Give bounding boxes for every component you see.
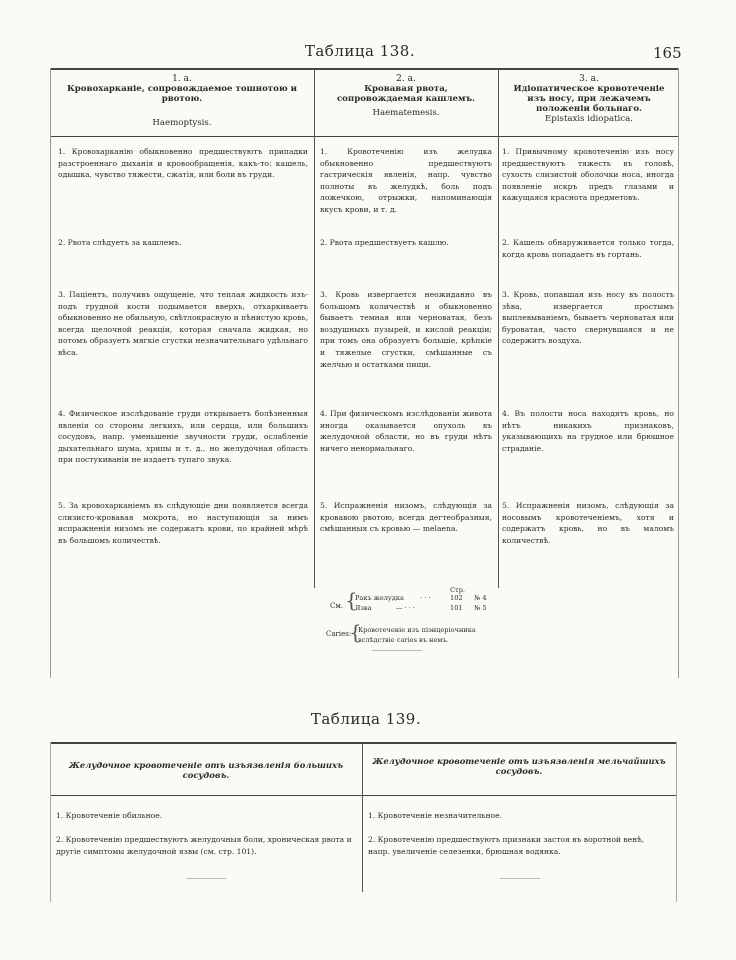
see-also-item-2-dots: — · · · [395, 604, 415, 612]
see-also-item-2 [355, 604, 415, 612]
t139-rule-2 [500, 878, 540, 879]
see-also-page-header: Стр. [450, 586, 466, 594]
caries-line-2: вслѣдствіе caries въ немъ. [358, 636, 449, 644]
table-139-header-rule [50, 795, 676, 796]
col-header-2-num: 2. a. [396, 74, 416, 84]
t138-r5-c3: 5. Испражненія низомъ, слѣдующія за носовымъ кровотеченіемъ, хотя и содержатъ кровь, но въ маломъ количествѣ. [502, 501, 674, 545]
t139-col-header-2: Желудочное кровотеченіе отъ изъязвленія мельчайшихъ сосудовъ. [372, 756, 666, 776]
col-header-2-latin: Haematemesis. [372, 108, 440, 118]
t139-rule-1 [186, 878, 226, 879]
col-header-3-latin: Epistaxis idiopatica. [545, 114, 633, 124]
col-header-2 [320, 74, 492, 118]
t138-r4-c1: 4. Физическое изслѣдованіе груди открываетъ болѣзненныя явленія со стороны легкихъ, или сердца, или большихъ сосудовъ, напр. уменьшеніе звучности груди, ослабленіе дыхательнаго шума, хрипы и т. д., но желудочная область при постукиваніи не издаетъ тупаго звука. [58, 409, 308, 465]
table-138-header-rule [50, 136, 678, 137]
t139-r2-c2: 2. Кровотеченію предшествуютъ признаки застоя въ воротной венѣ, напр. увеличеніе селезенки, брюшная водянка. [368, 835, 645, 857]
table-138-right-border [678, 68, 679, 678]
t138-r2-c3: 2. Кашель обнаруживается только тогда, когда кровь попадаетъ въ гортань. [502, 238, 674, 259]
see-also-item-1 [355, 594, 431, 602]
see-also-item-2-page: 101 [450, 604, 463, 612]
t138-r4-c2: 4. При физическомъ изслѣдованіи живота иногда оказывается опухоль въ желудочной области, но въ груди нѣтъ ничего ненормальнаго. [320, 409, 492, 453]
t138-r1-c1: 1. Кровохарканію обыкновенно предшествуютъ припадки разстроеннаго дыханія и кровообращенія, какъ-то: кашель, одышка, чувство тяжести, сжатія, или боли въ груди. [58, 147, 308, 180]
see-also-item-1-num: № 4 [474, 594, 487, 602]
caries-label: Caries: [326, 630, 352, 638]
t138-r5-c1: 5. За кровохарканіемъ въ слѣдующіе дни появляется всегда слизисто-кровавая мокрота, но наступающія за нимъ испражненія низомъ не содержатъ крови, по крайней мѣрѣ въ большомъ количествѣ. [58, 501, 308, 545]
table-138-top-rule [50, 68, 678, 70]
table-139-title: Таблица 139. [310, 710, 422, 728]
table-139-left-border [50, 742, 51, 902]
t139-r2-c1: 2. Кровотеченію предшествуютъ желудочныя боли, хроническая рвота и другіе симптомы желудочной язвы (см. стр. 101). [56, 835, 352, 857]
col-header-2-title: Кровавая рвота, сопровождаемая кашлемъ. [336, 84, 476, 104]
table-138-divider-2 [498, 68, 499, 588]
caries-line-1: Кровотеченіе изъ піэнцеріочника [358, 626, 476, 634]
table-139-top-rule [50, 742, 676, 744]
table-138-left-border [50, 68, 51, 678]
table-139-divider [362, 742, 363, 892]
t138-r1-c3: 1. Привычному кровотеченію изъ носу предшествуютъ тяжесть въ головѣ, сухость слизистой оболочки носа, иногда появленіе искръ предъ глазами и кажущаяся краснота предметовъ. [502, 147, 674, 203]
table-139-right-border [676, 742, 677, 902]
see-also-item-1-dots: · · · [420, 594, 431, 602]
t139-r1-c1: 1. Кровотеченіе обильное. [56, 811, 163, 820]
t138-r5-c2: 5. Испражненія низомъ, слѣдующія за кровавою рвотою, всегда дегтеобразныя, смѣшанныя съ кровью — melaena. [320, 501, 492, 534]
col-header-1 [56, 74, 308, 128]
t139-r1-c2: 1. Кровотеченіе незначительное. [368, 811, 502, 820]
table-138-divider-1 [314, 68, 315, 588]
col-header-1-num: 1. a. [172, 74, 192, 84]
see-also-rule [372, 650, 422, 651]
t138-r3-c1: 3. Паціентъ, получивъ ощущеніе, что теплая жидкость изъ-подъ грудной кости подымается вверхъ, отхаркиваетъ обыкновенно не обильную, свѣтлокрасную и пѣнистую кровь, всегда щелочной реакціи, которая сначала жидкая, но потомъ образуетъ мягкіе сгустки незначительнаго удѣльнаго вѣса. [58, 290, 308, 357]
see-also-item-2-text: Язва [355, 604, 372, 612]
table-138-title: Таблица 138. [304, 42, 416, 60]
col-header-3-title: Идіопатическое кровотеченіе изъ носу, при лежачемъ положеніи больнаго. [513, 84, 665, 114]
see-also-item-2-num: № 5 [474, 604, 487, 612]
see-also-item-1-page: 102 [450, 594, 463, 602]
col-header-1-title: Кровохарканіе, сопровождаемое тошнотою и рвотою. [66, 84, 298, 104]
page-number: 165 [653, 44, 682, 62]
see-also-item-1-text: Ракъ желудка [355, 594, 404, 602]
t138-r2-c1: 2. Рвота слѣдуетъ за кашлемъ. [58, 238, 182, 247]
col-header-1-latin: Haemoptysis. [152, 118, 212, 128]
see-also-brace: { [345, 588, 358, 612]
t138-r2-c2: 2. Рвота предшествуетъ кашлю. [320, 238, 449, 247]
t138-r1-c2: 1. Кровотеченію изъ желудка обыкновенно предшествуютъ гастрическія явленія, напр. чувство полноты въ желудкѣ, боль подъ ложечкою, отрыжки, напоминающія вкусъ крови, и т. д. [320, 147, 492, 214]
t138-r3-c2: 3. Кровь извергается неожиданно въ большомъ количествѣ и обыкновенно бываетъ темная или черноватая, безъ воздушныхъ пузырей, и кислой реакціи; при томъ она образуетъ большіе, крѣпкіе и тяжелые сгустки, смѣшанные съ желчью и остатками пищи. [320, 290, 492, 369]
col-header-3 [504, 74, 674, 124]
caries-brace: { [349, 620, 362, 644]
t138-r3-c3: 3. Кровь, попавшая изъ носу въ полость зѣва, извергается простымъ выплевываніемъ, бываетъ черноватая или буроватая, часто свернувшаяся и не содержитъ воздуха. [502, 290, 674, 346]
t139-col-header-1: Желудочное кровотеченіе отъ изъязвленія большихъ сосудовъ. [68, 760, 344, 780]
see-also-label: См. [330, 602, 344, 610]
col-header-3-num: 3. a. [579, 74, 599, 84]
t138-r4-c3: 4. Въ полости носа находятъ кровь, но нѣтъ никакихъ признаковъ, указывающихъ на грудное или брюшное страданіе. [502, 409, 674, 453]
